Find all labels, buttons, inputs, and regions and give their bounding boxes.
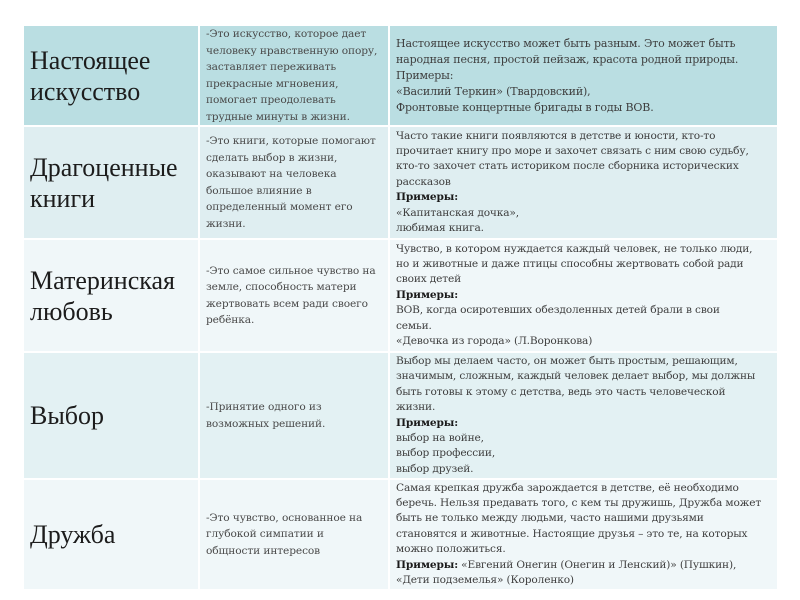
- definition-line: общности интересов: [206, 544, 321, 557]
- definition-line: оказывают на человека: [206, 168, 337, 180]
- description-line: «Капитанская дочка»,: [396, 206, 519, 219]
- examples-label: Примеры:: [396, 416, 458, 429]
- description-cell: [389, 25, 778, 126]
- definition-cell: [199, 479, 389, 590]
- definition-line: прекрасные мгновения,: [206, 77, 339, 90]
- term-line: любовь: [30, 296, 113, 326]
- examples-line: [396, 558, 771, 573]
- definition-line: -Это книги, которые помогают: [206, 135, 376, 147]
- description-line: выбор профессии,: [396, 447, 496, 460]
- description-line: любимая книга.: [396, 222, 484, 235]
- description-line: кто-то захочет стать историком после сборника исторических: [396, 160, 739, 173]
- description-cell: [389, 126, 778, 239]
- term-cell: [23, 239, 199, 352]
- description-line: можно положиться.: [396, 543, 506, 556]
- term-cell: [23, 25, 199, 126]
- description-cell: [389, 352, 778, 479]
- definition-line: помогает преодолевать: [206, 94, 336, 106]
- definition-line: большое влияние в: [206, 184, 312, 197]
- term-line: Настоящее: [30, 45, 151, 75]
- definition-line: ребёнка.: [206, 314, 255, 326]
- table-row: [23, 126, 778, 239]
- description-line: Настоящее искусство может быть разным. Это может быть: [396, 36, 736, 50]
- description-line: рассказов: [396, 175, 451, 188]
- definition-line: глубокой симпатии и: [206, 528, 324, 541]
- definition-line: жертвовать всем ради своего: [206, 297, 368, 310]
- table-row: [23, 25, 778, 126]
- definition-line: трудные минуты в жизни.: [206, 110, 350, 123]
- term-line: Выбор: [30, 401, 105, 430]
- description-line: Фронтовые концертные бригады в годы ВОВ.: [396, 100, 654, 114]
- description-line: жизни.: [396, 401, 436, 414]
- term-cell: [23, 352, 199, 479]
- concepts-table: [22, 24, 779, 591]
- definition-line: -Это чувство, основанное на: [206, 511, 363, 524]
- table-row: [23, 352, 778, 479]
- description-line: быть готовы к этому с детства, ведь это часть человеческой: [396, 385, 726, 398]
- description-line: выбор друзей.: [396, 462, 474, 475]
- definition-line: жизни.: [206, 217, 246, 230]
- description-line: ВОВ, когда осиротевших обездоленных детей брали в свои: [396, 304, 720, 317]
- description-line: Часто такие книги появляются в детстве и юности, кто-то: [396, 129, 716, 142]
- examples-text: «Евгений Онегин (Онегин и Ленский)» (Пушкин),: [457, 558, 737, 571]
- description-line: прочитает книгу про море и захочет связать с ним свою судьбу,: [396, 144, 749, 157]
- definition-line: возможных решений.: [206, 417, 326, 430]
- description-line: своих детей: [396, 273, 462, 286]
- description-cell: [389, 479, 778, 590]
- description-line: Чувство, в котором нуждается каждый человек, не только люди,: [396, 242, 753, 255]
- description-line: «Василий Теркин» (Твардовский),: [396, 84, 591, 98]
- definition-line: -Принятие одного из: [206, 401, 322, 413]
- definition-cell: [199, 126, 389, 239]
- description-line: значимым, сложным, каждый человек делает выбор, мы должны: [396, 370, 756, 383]
- description-line: «Девочка из города» (Л.Воронкова): [396, 335, 593, 348]
- term-cell: [23, 479, 199, 590]
- term-line: книги: [30, 183, 96, 213]
- definition-line: земле, способность матери: [206, 281, 357, 293]
- description-line: Самая крепкая дружба зарождается в детстве, её необходимо: [396, 481, 739, 494]
- term-line: Дружба: [30, 520, 116, 549]
- description-line: быть не только между людьми, часто нашими друзьями: [396, 512, 704, 525]
- description-line: но и животные и даже птицы способны жертвовать собой ради: [396, 257, 744, 270]
- table-row: [23, 239, 778, 352]
- description-line: семьи.: [396, 319, 432, 332]
- definition-line: человеку нравственную опору,: [206, 44, 378, 57]
- description-line: выбор на войне,: [396, 431, 484, 444]
- definition-cell: [199, 352, 389, 479]
- description-line: народная песня, простой пейзаж, красота родной природы.: [396, 52, 739, 66]
- description-line: Выбор мы делаем часто, он может быть простым, решающим,: [396, 354, 738, 367]
- definition-cell: [199, 239, 389, 352]
- definition-line: -Это искусство, которое дает: [206, 28, 367, 40]
- examples-label: Примеры:: [396, 68, 454, 82]
- term-cell: [23, 126, 199, 239]
- description-cell: [389, 239, 778, 352]
- definition-line: определенный момент его: [206, 201, 353, 213]
- description-line: беречь. Нельзя предавать того, с кем ты дружишь, Дружба может: [396, 496, 762, 509]
- definition-cell: [199, 25, 389, 126]
- term-line: Драгоценные: [30, 152, 178, 182]
- examples-label: Примеры:: [396, 288, 458, 301]
- examples-label: Примеры:: [396, 191, 458, 204]
- term-line: искусство: [30, 76, 141, 106]
- definition-line: заставляет переживать: [206, 61, 337, 73]
- table-row: [23, 479, 778, 590]
- definition-line: сделать выбор в жизни,: [206, 151, 338, 164]
- definition-line: -Это самое сильное чувство на: [206, 264, 376, 277]
- examples-label: Примеры:: [396, 558, 458, 571]
- description-line: становятся и животные. Настоящие друзья – это те, на которых: [396, 527, 748, 540]
- term-line: Материнская: [30, 265, 175, 295]
- description-line: «Дети подземелья» (Короленко): [396, 574, 574, 587]
